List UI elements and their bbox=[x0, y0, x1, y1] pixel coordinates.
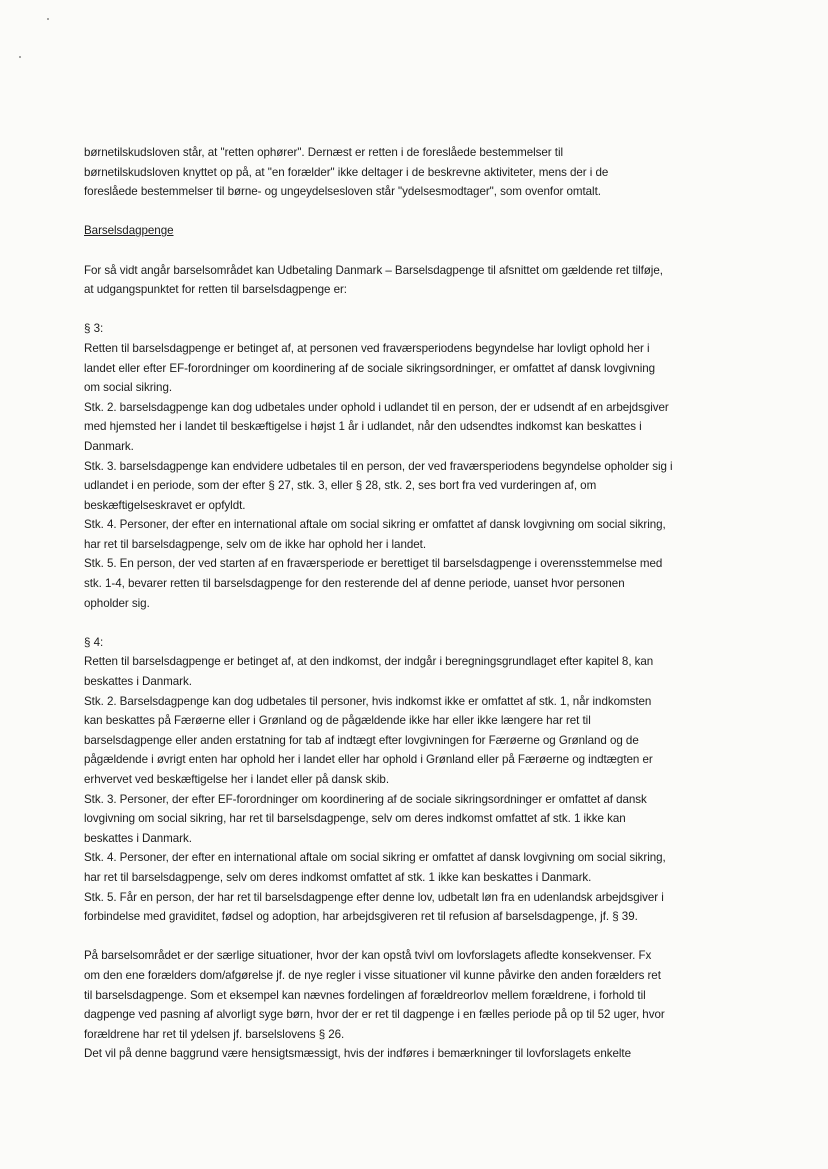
text-line: Stk. 5. Får en person, der har ret til barselsdagpenge efter denne lov, udbetalt løn fra en udenlandsk arbejdsgiver i bbox=[84, 890, 664, 904]
text-line: Stk. 4. Personer, der efter en international aftale om social sikring er omfattet af dansk lovgivning om social sikring, bbox=[84, 851, 666, 865]
text-line: forældrene har ret til ydelsen jf. barselslovens § 26. bbox=[84, 1027, 345, 1041]
paragraph-4-label: § 4: bbox=[84, 635, 104, 649]
text-line: Stk. 3. Personer, der efter EF-forordninger om koordinering af de sociale sikringsordninger er omfattet af dansk bbox=[84, 792, 647, 806]
text-line: kan beskattes på Færøerne eller i Grønland og de pågældende ikke har eller ikke længere har ret til bbox=[84, 714, 591, 728]
text-line: Stk. 2. barselsdagpenge kan dog udbetales under ophold i udlandet til en person, der er udsendt af en arbejdsgiver bbox=[84, 400, 669, 414]
paragraph-3-text bbox=[84, 339, 744, 613]
text-line: forbindelse med graviditet, fødsel og adoption, har arbejdsgiveren ret til refusion af barselsdagpenge, jf. § 39. bbox=[84, 910, 638, 924]
text-line: om den ene forælders dom/afgørelse jf. de nye regler i visse situationer vil kunne påvirke den anden forælders ret bbox=[84, 968, 661, 982]
text-line: Stk. 4. Personer, der efter en international aftale om social sikring er omfattet af dansk lovgivning om social sikring, bbox=[84, 518, 666, 532]
text-line: barselsdagpenge eller anden erstatning for tab af indtægt efter lovgivningen for Færøerne og Grønland og de bbox=[84, 733, 639, 747]
text-line: med hjemsted her i landet til beskæftigelse i højst 1 år i udlandet, når den udsendtes indkomst kan beskattes i bbox=[84, 420, 642, 434]
text-line: lovgivning om social sikring, har ret til barselsdagpenge, selv om deres indkomst omfattet af stk. 1 ikke kan bbox=[84, 812, 626, 826]
text-line: For så vidt angår barselsområdet kan Udbetaling Danmark – Barselsdagpenge til afsnittet om gældende ret tilføje, bbox=[84, 263, 663, 277]
text-line: pågældende i øvrigt enten har ophold her i landet eller har ophold i Grønland eller på Færøerne og indtægten er bbox=[84, 753, 653, 767]
text-line: På barselsområdet er der særlige situationer, hvor der kan opstå tvivl om lovforslagets afledte konsekvenser. Fx bbox=[84, 949, 652, 963]
section-heading: Barselsdagpenge bbox=[84, 224, 174, 238]
text-line: har ret til barselsdagpenge, selv om deres indkomst omfattet af stk. 1 ikke kan beskattes i Danmark. bbox=[84, 870, 592, 884]
text-line: erhvervet ved beskæftigelse her i landet eller på dansk skib. bbox=[84, 773, 389, 786]
paragraph-3-label: § 3: bbox=[84, 322, 104, 336]
text-line: beskæftigelseskravet er opfyldt. bbox=[84, 498, 246, 512]
text-line: stk. 1-4, bevarer retten til barselsdagpenge for den resterende del af denne periode, uanset hvor personen bbox=[84, 577, 625, 591]
text-line: opholder sig. bbox=[84, 596, 150, 610]
paragraph-4-text bbox=[84, 652, 744, 926]
text-line: børnetilskudsloven knyttet op på, at "en forælder" ikke deltager i de beskrevne aktiviteter, mens der i de bbox=[84, 165, 609, 179]
scan-speck bbox=[19, 56, 21, 58]
text-line: Stk. 2. Barselsdagpenge kan dog udbetales til personer, hvis indkomst ikke er omfattet af stk. 1, når indkomsten bbox=[84, 694, 652, 708]
text-line: dagpenge ved pasning af alvorligt syge børn, hvor der er ret til dagpenge i en fælles periode på op til 52 uger, hvor bbox=[84, 1008, 665, 1022]
intro-paragraph bbox=[84, 143, 744, 202]
text-line: beskattes i Danmark. bbox=[84, 675, 192, 689]
text-line: Det vil på denne baggrund være hensigtsmæssigt, hvis der indføres i bemærkninger til lovforslagets enkelte bbox=[84, 1047, 631, 1061]
text-line: Stk. 3. barselsdagpenge kan endvidere udbetales til en person, der ved fraværsperiodens begyndelse opholder sig i bbox=[84, 459, 673, 473]
text-line: Danmark. bbox=[84, 439, 134, 453]
closing-paragraph bbox=[84, 946, 744, 1064]
lead-paragraph bbox=[84, 261, 744, 300]
text-line: landet eller efter EF-forordninger om koordinering af de sociale sikringsordninger, er omfattet af dansk lovgivning bbox=[84, 361, 656, 375]
text-line: beskattes i Danmark. bbox=[84, 831, 192, 845]
text-line: har ret til barselsdagpenge, selv om de ikke har ophold her i landet. bbox=[84, 537, 426, 551]
text-line: Stk. 5. En person, der ved starten af en fraværsperiode er berettiget til barselsdagpenge i overensstemmelse med bbox=[84, 557, 663, 571]
text-line: om social sikring. bbox=[84, 381, 173, 395]
text-line: foreslåede bestemmelser til børne- og ungeydelsesloven står "ydelsesmodtager", som ovenfor omtalt. bbox=[84, 185, 601, 199]
text-line: at udgangspunktet for retten til barselsdagpenge er: bbox=[84, 283, 347, 297]
text-line: Retten til barselsdagpenge er betinget af, at personen ved fraværsperiodens begyndelse har lovligt ophold her i bbox=[84, 341, 650, 355]
text-line: børnetilskudsloven står, at "retten ophører". Dernæst er retten i de foreslåede bestemmelser til bbox=[84, 146, 563, 159]
text-line: udlandet i en periode, som der efter § 27, stk. 3, eller § 28, stk. 2, ses bort fra ved vurderingen af, om bbox=[84, 479, 597, 493]
text-line: til barselsdagpenge. Som et eksempel kan nævnes fordelingen af forældreorlov mellem forældrene, i forhold til bbox=[84, 988, 646, 1002]
text-line: Retten til barselsdagpenge er betinget af, at den indkomst, der indgår i beregningsgrundlaget efter kapitel 8, kan bbox=[84, 655, 654, 669]
scan-speck bbox=[47, 18, 49, 20]
document-body bbox=[84, 143, 744, 1064]
